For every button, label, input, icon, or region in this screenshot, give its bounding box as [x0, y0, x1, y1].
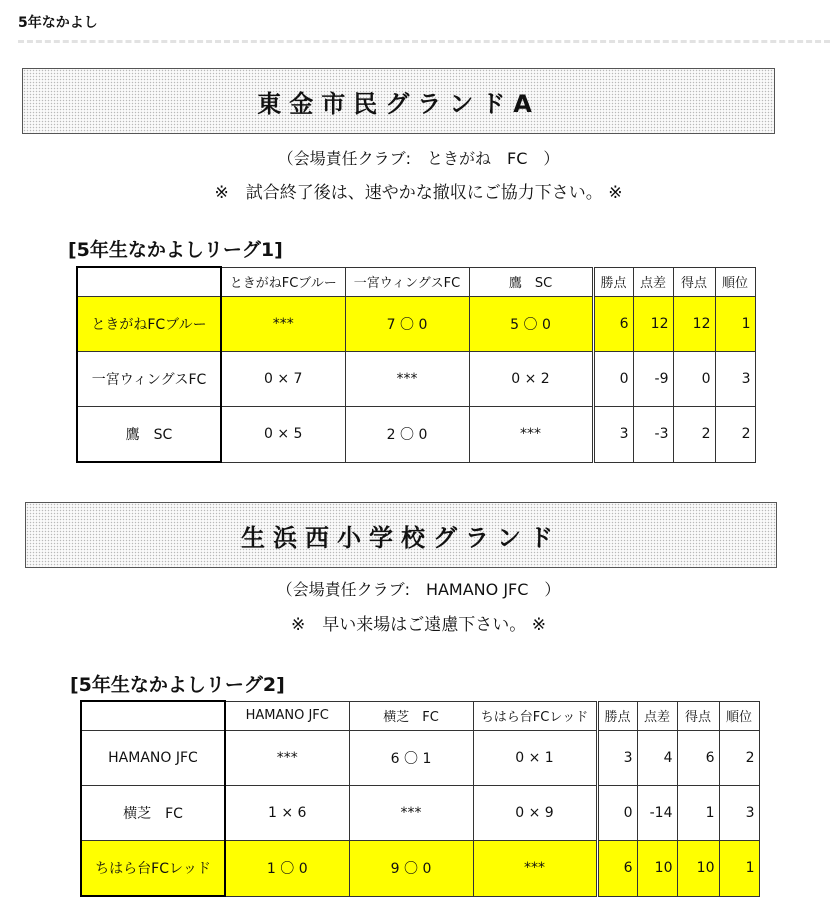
column-header: HAMANO JFC [225, 701, 349, 731]
column-header-rank: 順位 [719, 701, 759, 731]
rank-cell: 3 [719, 786, 759, 841]
table-row [81, 731, 759, 786]
rank-cell: 2 [719, 731, 759, 786]
column-header: 一宮ウィングスFC [345, 267, 469, 297]
result-cell: *** [469, 407, 593, 463]
result-cell: 2 〇 0 [345, 407, 469, 463]
rank-cell: 2 [715, 407, 755, 463]
points-cell: 3 [593, 407, 633, 463]
column-header: ちはら台FCレッド [473, 701, 597, 731]
result-cell: 0 × 5 [221, 407, 345, 463]
team-name-cell: ときがねFCブルー [77, 297, 221, 352]
rank-cell: 1 [715, 297, 755, 352]
result-cell: *** [221, 297, 345, 352]
venue-notice-2: ※ 早い来場はご遠慮下さい。 ※ [291, 615, 546, 635]
column-header-points: 勝点 [593, 267, 633, 297]
goals-cell: 1 [677, 786, 719, 841]
venue-banner-2: 生浜西小学校グランド [25, 502, 777, 568]
venue-responsible-2: （会場責任クラブ: HAMANO JFC ） [276, 580, 561, 599]
team-name-cell: HAMANO JFC [81, 731, 225, 786]
diff-cell: 10 [637, 841, 677, 897]
team-name-cell: 鷹 SC [77, 407, 221, 463]
goals-cell: 12 [673, 297, 715, 352]
venue-banner-1: 東金市民グランドA [22, 68, 775, 134]
result-cell: 9 〇 0 [349, 841, 473, 897]
page-title: 5年なかよし [18, 15, 98, 31]
diff-cell: 12 [633, 297, 673, 352]
column-header-diff: 点差 [637, 701, 677, 731]
points-cell: 6 [593, 297, 633, 352]
goals-cell: 6 [677, 731, 719, 786]
result-cell: *** [225, 731, 349, 786]
result-cell: 5 〇 0 [469, 297, 593, 352]
column-header-goals: 得点 [673, 267, 715, 297]
column-header-rank: 順位 [715, 267, 755, 297]
table-row [77, 407, 755, 463]
league-table-2 [80, 700, 760, 897]
result-cell: 0 × 7 [221, 352, 345, 407]
corner-cell [77, 267, 221, 297]
result-cell: 1 〇 0 [225, 841, 349, 897]
points-cell: 0 [597, 786, 637, 841]
team-name-cell: 横芝 FC [81, 786, 225, 841]
diff-cell: -9 [633, 352, 673, 407]
league-table-1 [76, 266, 756, 463]
result-cell: *** [349, 786, 473, 841]
result-cell: 0 × 1 [473, 731, 597, 786]
table-header-row [81, 701, 759, 731]
column-header: ときがねFCブルー [221, 267, 345, 297]
diff-cell: -14 [637, 786, 677, 841]
diff-cell: -3 [633, 407, 673, 463]
result-cell: *** [473, 841, 597, 897]
column-header-diff: 点差 [633, 267, 673, 297]
result-cell: 0 × 9 [473, 786, 597, 841]
rank-cell: 1 [719, 841, 759, 897]
result-cell: 0 × 2 [469, 352, 593, 407]
diff-cell: 4 [637, 731, 677, 786]
title-divider [18, 40, 830, 43]
league-title-2: [5年生なかよしリーグ2] [70, 674, 285, 696]
league-title-1: [5年生なかよしリーグ1] [68, 239, 283, 261]
result-cell: 7 〇 0 [345, 297, 469, 352]
table-row [77, 352, 755, 407]
column-header-goals: 得点 [677, 701, 719, 731]
table-row [77, 297, 755, 352]
goals-cell: 10 [677, 841, 719, 897]
column-header-points: 勝点 [597, 701, 637, 731]
rank-cell: 3 [715, 352, 755, 407]
table-header-row [77, 267, 755, 297]
result-cell: *** [345, 352, 469, 407]
column-header: 横芝 FC [349, 701, 473, 731]
points-cell: 6 [597, 841, 637, 897]
team-name-cell: 一宮ウィングスFC [77, 352, 221, 407]
points-cell: 3 [597, 731, 637, 786]
result-cell: 1 × 6 [225, 786, 349, 841]
venue-responsible-1: （会場責任クラブ: ときがね FC ） [277, 149, 560, 168]
points-cell: 0 [593, 352, 633, 407]
table-row [81, 786, 759, 841]
venue-notice-1: ※ 試合終了後は、速やかな撤収にご協力下さい。 ※ [214, 183, 623, 203]
goals-cell: 2 [673, 407, 715, 463]
result-cell: 6 〇 1 [349, 731, 473, 786]
corner-cell [81, 701, 225, 731]
table-row [81, 841, 759, 897]
team-name-cell: ちはら台FCレッド [81, 841, 225, 897]
goals-cell: 0 [673, 352, 715, 407]
column-header: 鷹 SC [469, 267, 593, 297]
